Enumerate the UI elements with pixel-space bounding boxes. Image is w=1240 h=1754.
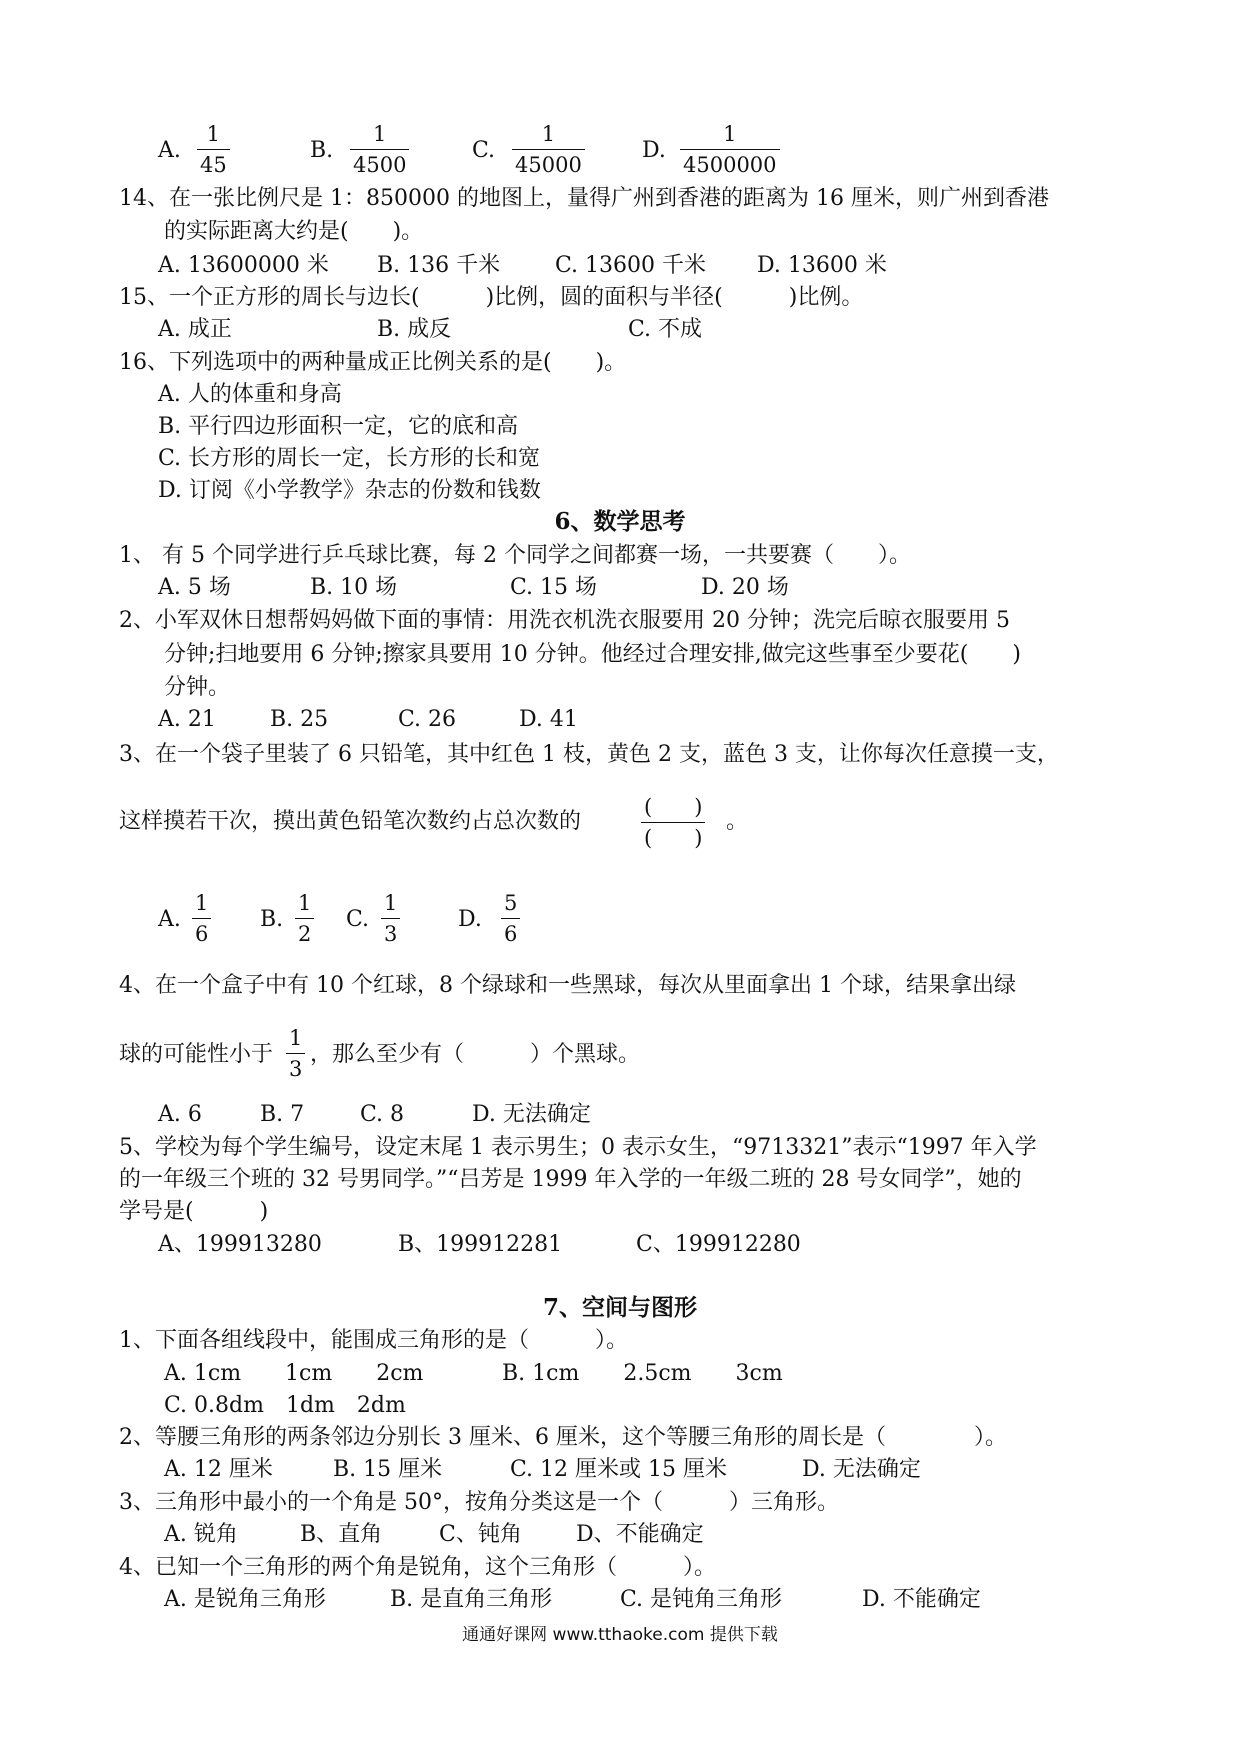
fraction-numerator: 1 (298, 891, 312, 915)
q13-option-c-fraction (512, 121, 585, 178)
fraction-numerator: 1 (541, 122, 556, 146)
s6-q5-text-line2: 的一年级三个班的 32 号男同学。”“吕芳是 1999 年入学的一年级二班的 28 号女同学”，她的 (119, 1167, 1022, 1192)
q15-option-c: C. 不成 (628, 317, 703, 342)
q14-option-c: C. 13600 千米 (555, 253, 707, 278)
fraction-numerator: 1 (195, 891, 209, 915)
s7-q4-text: 4、已知一个三角形的两个角是锐角，这个三角形（ ）。 (119, 1555, 716, 1580)
s7-q4-option-a: A. 是锐角三角形 (164, 1587, 326, 1612)
q15-option-a: A. 成正 (158, 317, 232, 342)
q14-option-d: D. 13600 米 (757, 253, 887, 278)
q16-option-d: D. 订阅《小学教学》杂志的份数和钱数 (158, 478, 541, 503)
fraction-denominator: 45000 (512, 149, 585, 178)
s6-q4-inline-fraction (286, 1025, 305, 1082)
fraction-denominator: 4500000 (680, 149, 780, 178)
fraction-numerator: 1 (289, 1026, 303, 1050)
q13-option-a-fraction (197, 121, 230, 178)
q15-text: 15、一个正方形的周长与边长( )比例，圆的面积与半径( )比例。 (119, 285, 864, 310)
s7-q1-option-c: C. 0.8dm 1dm 2dm (164, 1393, 406, 1418)
s6-q1-option-b: B. 10 场 (310, 575, 398, 600)
s6-q5-text-line1: 5、学校为每个学生编号，设定末尾 1 表示男生；0 表示女生，“9713321”表示“1997 年入学 (119, 1135, 1037, 1160)
section-6-heading: 6、数学思考 (554, 508, 686, 535)
fraction-numerator: 5 (504, 891, 518, 915)
s6-q3-text-line2: 这样摸若干次，摸出黄色铅笔次数约占总次数的 (119, 809, 582, 834)
s6-q4-text-line2-end: ，那么至少有（ ）个黑球。 (310, 1042, 641, 1067)
s6-q2-option-a: A. 21 (158, 707, 216, 732)
fraction-denominator: ( ) (641, 822, 705, 851)
s7-q2-option-b: B. 15 厘米 (333, 1457, 443, 1482)
s6-q3-option-d-label: D. (458, 907, 482, 932)
s6-q1-option-c: C. 15 场 (510, 575, 598, 600)
q13-option-b-label: B. (310, 138, 334, 163)
s7-q1-option-a: A. 1cm 1cm 2cm (164, 1361, 424, 1386)
s6-q4-text-line2-start: 球的可能性小于 (119, 1042, 274, 1067)
s7-q3-text: 3、三角形中最小的一个角是 50°，按角分类这是一个（ ）三角形。 (119, 1490, 839, 1515)
s6-q3-option-b-label: B. (260, 907, 284, 932)
q13-option-a-label: A. (158, 138, 181, 163)
s6-q5-option-a: A、199913280 (158, 1232, 322, 1257)
s7-q2-option-c: C. 12 厘米或 15 厘米 (510, 1457, 728, 1482)
s6-q4-option-d: D. 无法确定 (472, 1102, 591, 1127)
q16-option-b: B. 平行四边形面积一定，它的底和高 (158, 414, 519, 439)
fraction-denominator: 4500 (350, 149, 409, 178)
page-footer: 通通好课网 www.tthaoke.com 提供下载 (462, 1625, 778, 1645)
fraction-numerator: 1 (723, 122, 737, 146)
s6-q3-text-line1: 3、在一个袋子里装了 6 只铅笔，其中红色 1 枝，黄色 2 支，蓝色 3 支，让你每次任意摸一支， (119, 742, 1059, 767)
section-7-heading: 7、空间与图形 (542, 1294, 697, 1321)
s7-q1-option-b: B. 1cm 2.5cm 3cm (502, 1361, 783, 1386)
s6-q2-text-line2: 分钟;扫地要用 6 分钟;擦家具要用 10 分钟。他经过合理安排,做完这些事至少要花( ) (164, 642, 1021, 667)
s6-q3-tail: 。 (726, 809, 749, 834)
fraction-denominator: 2 (295, 918, 314, 947)
s6-q2-text-line1: 2、小军双休日想帮妈妈做下面的事情：用洗衣机洗衣服要用 20 分钟；洗完后晾衣服要用 5 (119, 608, 1010, 633)
q13-option-b-fraction (350, 121, 409, 178)
q13-option-d-label: D. (642, 138, 666, 163)
q14-option-a: A. 13600000 米 (158, 253, 329, 278)
s6-q1-option-a: A. 5 场 (158, 575, 231, 600)
s7-q2-text: 2、等腰三角形的两条邻边分别长 3 厘米、6 厘米，这个等腰三角形的周长是（ ）。 (119, 1425, 1007, 1450)
s7-q3-option-a: A. 锐角 (164, 1522, 238, 1547)
s6-q5-option-c: C、199912280 (636, 1232, 801, 1257)
s6-q2-option-d: D. 41 (519, 707, 578, 732)
s7-q4-option-b: B. 是直角三角形 (390, 1587, 553, 1612)
q14-option-b: B. 136 千米 (377, 253, 501, 278)
s6-q5-option-b: B、199912281 (398, 1232, 563, 1257)
s7-q3-option-d: D、不能确定 (576, 1522, 704, 1547)
s7-q4-option-d: D. 不能确定 (862, 1587, 981, 1612)
q13-option-d-fraction (680, 121, 780, 178)
q16-option-c: C. 长方形的周长一定，长方形的长和宽 (158, 446, 541, 471)
fraction-numerator: 1 (206, 122, 221, 146)
q15-option-b: B. 成反 (377, 317, 452, 342)
s6-q3-option-c-label: C. (346, 907, 370, 932)
s7-q4-option-c: C. 是钝角三角形 (620, 1587, 783, 1612)
s6-q3-option-a-fraction (192, 890, 211, 947)
s6-q3-option-d-fraction (501, 890, 520, 947)
s7-q2-option-a: A. 12 厘米 (164, 1457, 273, 1482)
s7-q3-option-b: B、直角 (300, 1522, 383, 1547)
q16-option-a: A. 人的体重和身高 (158, 382, 342, 407)
s6-q3-option-c-fraction (381, 890, 400, 947)
s7-q1-text: 1、下面各组线段中，能围成三角形的是（ ）。 (119, 1328, 628, 1353)
s7-q3-option-c: C、钝角 (439, 1522, 522, 1547)
q14-text-line1: 14、在一张比例尺是 1：850000 的地图上，量得广州到香港的距离为 16 厘米，则广州到香港 (119, 186, 1049, 211)
s6-q4-option-c: C. 8 (360, 1102, 405, 1127)
s6-q4-option-b: B. 7 (260, 1102, 305, 1127)
s6-q2-option-b: B. 25 (270, 707, 329, 732)
s6-q4-text-line1: 4、在一个盒子中有 10 个红球，8 个绿球和一些黑球，每次从里面拿出 1 个球，结果拿出绿 (119, 973, 1016, 998)
q14-text-line2: 的实际距离大约是( )。 (164, 219, 424, 244)
s6-q2-option-c: C. 26 (398, 707, 457, 732)
fraction-numerator: 1 (373, 122, 387, 146)
fraction-denominator: 3 (381, 918, 400, 947)
fraction-numerator: ( ) (644, 795, 703, 819)
s6-q1-option-d: D. 20 场 (701, 575, 789, 600)
fraction-denominator: 3 (286, 1053, 305, 1082)
fraction-denominator: 6 (501, 918, 520, 947)
s6-q5-text-line3: 学号是( ) (119, 1199, 269, 1224)
s6-q4-option-a: A. 6 (158, 1102, 202, 1127)
s6-q2-text-line3: 分钟。 (164, 675, 231, 700)
fraction-denominator: 45 (197, 149, 230, 178)
q13-option-c-label: C. (472, 138, 496, 163)
s7-q2-option-d: D. 无法确定 (802, 1457, 921, 1482)
fraction-numerator: 1 (384, 891, 398, 915)
s6-q3-option-b-fraction (295, 890, 314, 947)
s6-q3-option-a-label: A. (158, 907, 181, 932)
fraction-denominator: 6 (192, 918, 211, 947)
s6-q3-answer-blank-fraction (641, 794, 705, 851)
s6-q1-text: 1、 有 5 个同学进行乒乓球比赛，每 2 个同学之间都赛一场，一共要赛（ ）。 (119, 543, 911, 568)
q16-text: 16、下列选项中的两种量成正比例关系的是( )。 (119, 350, 627, 375)
